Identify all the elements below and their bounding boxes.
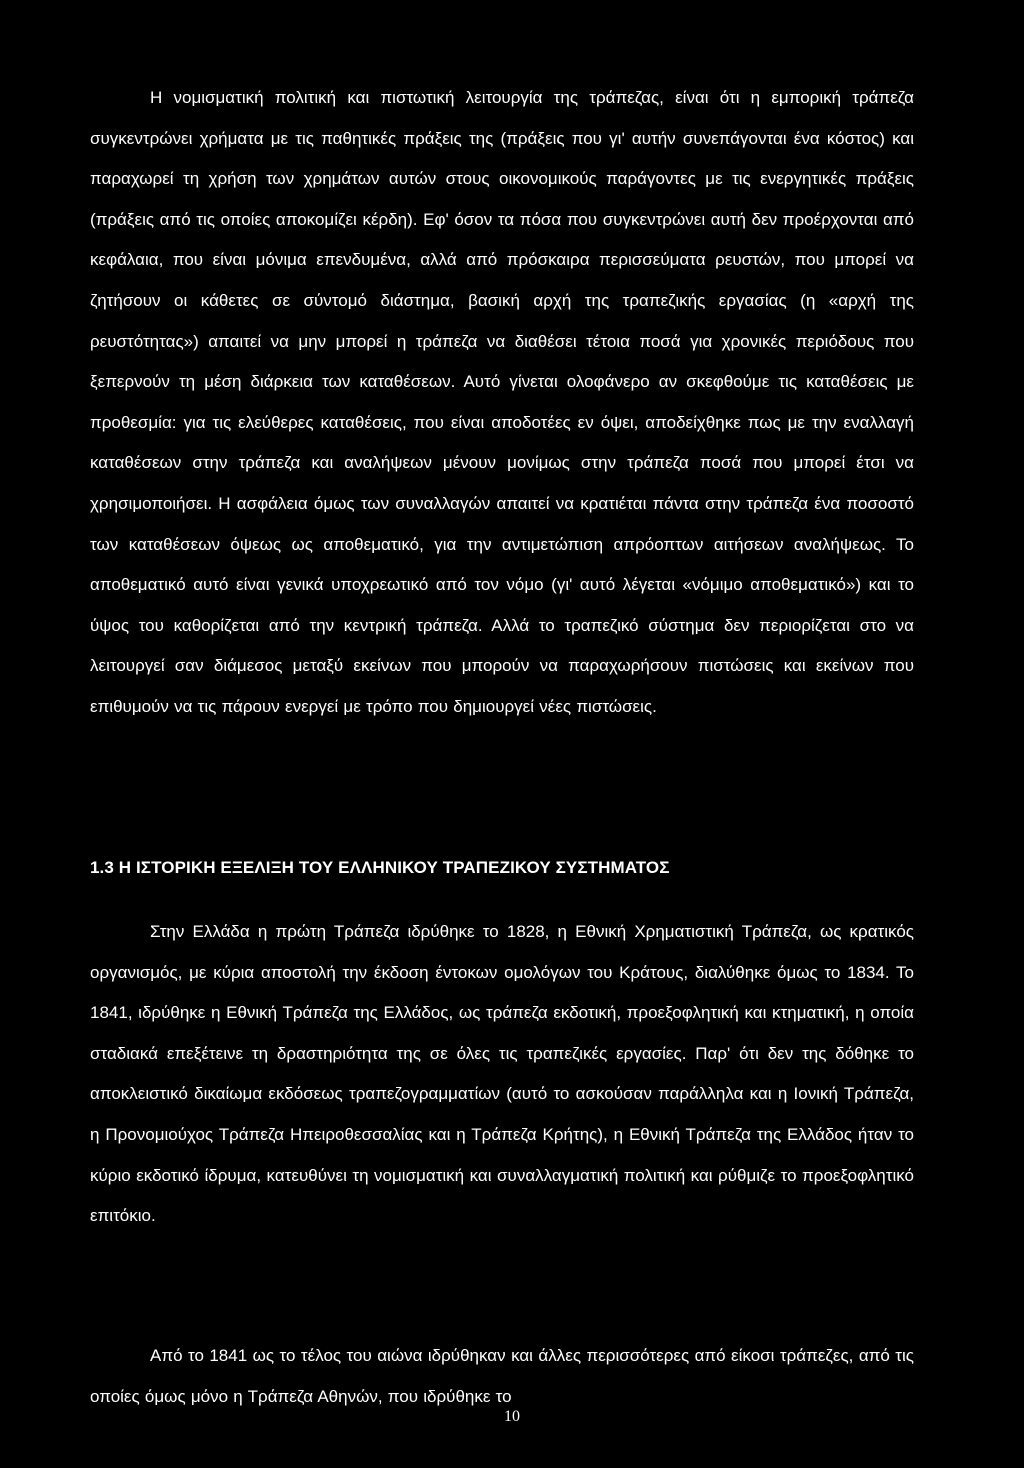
paragraph-monetary-policy: Η νομισματική πολιτική και πιστωτική λειτουργία της τράπεζας, είναι ότι η εμπορική τράπεζα συγκεντρώνει χρήματα με τις παθητικές πράξεις της (πράξεις που γι' αυτήν συνεπάγονται ένα κόστος) και παραχωρεί τη χρήση των χρημάτων αυτών στους οικονομικούς παράγοντες με τις ενεργητικές πράξεις (πράξεις από τις οποίες αποκομίζει κέρδη). Εφ' όσον τα πόσα που συγκεντρώνει αυτή δεν προέρχονται από κεφάλαια, που είναι μόνιμα επενδυμένα, αλλά από πρόσκαιρα περισσεύματα ρευστών, που μπορεί να ζητήσουν οι κάθετες σε σύντομό διάστημα, βασική αρχή της τραπεζικής εργασίας (η «αρχή της ρευστότητας») απαιτεί να μην μπορεί η τράπεζα να διαθέσει τέτοια ποσά για χρονικές περιόδους που ξεπερνούν τη μέση διάρκεια των καταθέσεων. Αυτό γίνεται ολοφάνερο αν σκεφθούμε τις καταθέσεις με προθεσμία: για τις ελεύθερες καταθέσεις, που είναι αποδοτέες εν όψει, αποδείχθηκε πως με την εναλλαγή καταθέσεων στην τράπεζα και αναλήψεων μένουν μονίμως στην τράπεζα ποσά που μπορεί έτσι να χρησιμοποιήσει. Η ασφάλεια όμως των συναλλαγών απαιτεί να κρατιέται πάντα στην τράπεζα ένα ποσοστό των καταθέσεων όψεως ως αποθεματικό, για την αντιμετώπιση απρόοπτων αιτήσεων αναλήψεως. Το αποθεματικό αυτό είναι γενικά υποχρεωτικό από τον νόμο (γι' αυτό λέγεται «νόμιμο αποθεματικό») και το ύψος του καθορίζεται από την κεντρική τράπεζα. Αλλά το τραπεζικό σύστημα δεν περιορίζεται στο να λειτουργεί σαν διάμεσος μεταξύ εκείνων που μπορούν να παραχωρήσουν πιστώσεις και εκείνων που επιθυμούν να τις πάρουν ενεργεί με τρόπο που δημιουργεί νέες πιστώσεις.: [90, 88, 914, 716]
document-page: [90, 78, 914, 1226]
page-number: 10: [504, 1408, 520, 1425]
paragraph-greek-banking-history: Στην Ελλάδα η πρώτη Τράπεζα ιδρύθηκε το 1828, η Εθνική Χρηματιστική Τράπεζα, ως κρατικός οργανισμός, με κύρια αποστολή την έκδοση έντοκων ομολόγων του Κράτους, διαλύθηκε όμως το 1834. Το 1841, ιδρύθηκε η Εθνική Τράπεζα της Ελλάδος, ως τράπεζα εκδοτική, προεξοφλητική και κτηματική, η οποία σταδιακά επεξέτεινε τη δραστηριότητα της σε όλες τις τραπεζικές εργασίες. Παρ' ότι δεν της δόθηκε το αποκλειστικό δικαίωμα εκδόσεως τραπεζογραμματίων (αυτό το ασκούσαν παράλληλα και η Ιονική Τράπεζα, η Προνομιούχος Τράπεζα Ηπειροθεσσαλίας και η Τράπεζα Κρήτης), η Εθνική Τράπεζα της Ελλάδος ήταν το κύριο εκδοτικό ίδρυμα, κατευθύνει τη νομισματική και συναλλαγματική πολιτική και ρύθμιζε το προεξοφλητικό επιτόκιο.: [90, 922, 914, 1226]
paragraph-continuation-block: [90, 1336, 914, 1417]
section-heading: 1.3 Η ΙΣΤΟΡΙΚΗ ΕΞΕΛΙΞΗ ΤΟΥ ΕΛΛΗΝΙΚΟΥ ΤΡΑΠΕΖΙΚΟΥ ΣΥΣΤΗΜΑΤΟΣ: [90, 858, 670, 877]
paragraph-late-19th-century-banks: Από το 1841 ως το τέλος του αιώνα ιδρύθηκαν και άλλες περισσότερες από είκοσι τράπεζες, από τις οποίες όμως μόνο η Τράπεζα Αθηνών, που ιδρύθηκε το: [90, 1346, 914, 1406]
